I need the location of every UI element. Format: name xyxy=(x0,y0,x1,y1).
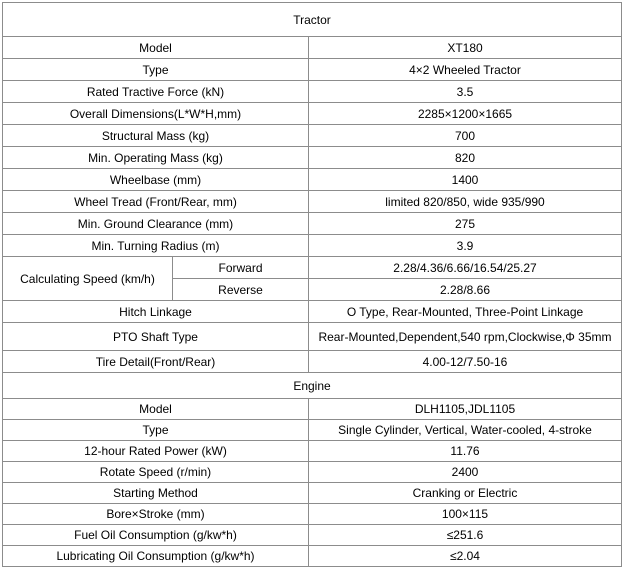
spec-value: O Type, Rear-Mounted, Three-Point Linkage xyxy=(309,301,622,323)
section-header-row xyxy=(3,3,622,37)
table-row xyxy=(3,351,622,373)
spec-label: Wheelbase (mm) xyxy=(3,169,309,191)
spec-value: 275 xyxy=(309,213,622,235)
table-row xyxy=(3,169,622,191)
spec-value: 820 xyxy=(309,147,622,169)
spec-value: 1400 xyxy=(309,169,622,191)
spec-value: 100×115 xyxy=(309,504,622,525)
spec-label: Rotate Speed (r/min) xyxy=(3,462,309,483)
spec-value: 3.9 xyxy=(309,235,622,257)
spec-label: Rated Tractive Force (kN) xyxy=(3,81,309,103)
spec-value: XT180 xyxy=(309,37,622,59)
table-row xyxy=(3,147,622,169)
spec-value: 3.5 xyxy=(309,81,622,103)
table-row xyxy=(3,546,622,567)
spec-label: Fuel Oil Consumption (g/kw*h) xyxy=(3,525,309,546)
spec-label: Bore×Stroke (mm) xyxy=(3,504,309,525)
spec-label: Min. Turning Radius (m) xyxy=(3,235,309,257)
reverse-value: 2.28/8.66 xyxy=(309,279,622,301)
table-row xyxy=(3,59,622,81)
spec-table xyxy=(2,2,622,567)
calculating-speed-label: Calculating Speed (km/h) xyxy=(3,257,173,301)
spec-value: 4×2 Wheeled Tractor xyxy=(309,59,622,81)
table-row xyxy=(3,213,622,235)
spec-value: 700 xyxy=(309,125,622,147)
spec-value: 4.00-12/7.50-16 xyxy=(309,351,622,373)
spec-value: 2400 xyxy=(309,462,622,483)
spec-label: Model xyxy=(3,37,309,59)
spec-label: Type xyxy=(3,59,309,81)
spec-value: 2285×1200×1665 xyxy=(309,103,622,125)
spec-value: Cranking or Electric xyxy=(309,483,622,504)
spec-label: 12-hour Rated Power (kW) xyxy=(3,441,309,462)
table-row xyxy=(3,191,622,213)
spec-label: Min. Ground Clearance (mm) xyxy=(3,213,309,235)
table-row xyxy=(3,103,622,125)
reverse-label: Reverse xyxy=(173,279,309,301)
table-row xyxy=(3,504,622,525)
engine-section-title: Engine xyxy=(3,373,622,399)
tractor-section-title: Tractor xyxy=(3,3,622,37)
table-row xyxy=(3,37,622,59)
table-row xyxy=(3,525,622,546)
spec-value: limited 820/850, wide 935/990 xyxy=(309,191,622,213)
spec-value: Single Cylinder, Vertical, Water-cooled, 4-stroke xyxy=(309,420,622,441)
spec-value: Rear-Mounted,Dependent,540 rpm,Clockwise,Φ 35mm xyxy=(309,323,622,351)
table-row xyxy=(3,125,622,147)
table-row xyxy=(3,301,622,323)
spec-label: Overall Dimensions(L*W*H,mm) xyxy=(3,103,309,125)
section-header-row xyxy=(3,373,622,399)
spec-label: Structural Mass (kg) xyxy=(3,125,309,147)
spec-value: ≤251.6 xyxy=(309,525,622,546)
spec-label: PTO Shaft Type xyxy=(3,323,309,351)
spec-label: Tire Detail(Front/Rear) xyxy=(3,351,309,373)
table-row xyxy=(3,81,622,103)
table-row xyxy=(3,235,622,257)
table-row xyxy=(3,257,622,279)
table-row xyxy=(3,483,622,504)
spec-label: Starting Method xyxy=(3,483,309,504)
spec-value: ≤2.04 xyxy=(309,546,622,567)
forward-label: Forward xyxy=(173,257,309,279)
spec-label: Lubricating Oil Consumption (g/kw*h) xyxy=(3,546,309,567)
table-row xyxy=(3,399,622,420)
table-row xyxy=(3,441,622,462)
spec-label: Hitch Linkage xyxy=(3,301,309,323)
spec-value: DLH1105,JDL1105 xyxy=(309,399,622,420)
spec-label: Model xyxy=(3,399,309,420)
spec-label: Type xyxy=(3,420,309,441)
table-row xyxy=(3,323,622,351)
forward-value: 2.28/4.36/6.66/16.54/25.27 xyxy=(309,257,622,279)
table-row xyxy=(3,462,622,483)
spec-label: Min. Operating Mass (kg) xyxy=(3,147,309,169)
spec-value: 11.76 xyxy=(309,441,622,462)
spec-label: Wheel Tread (Front/Rear, mm) xyxy=(3,191,309,213)
table-row xyxy=(3,420,622,441)
